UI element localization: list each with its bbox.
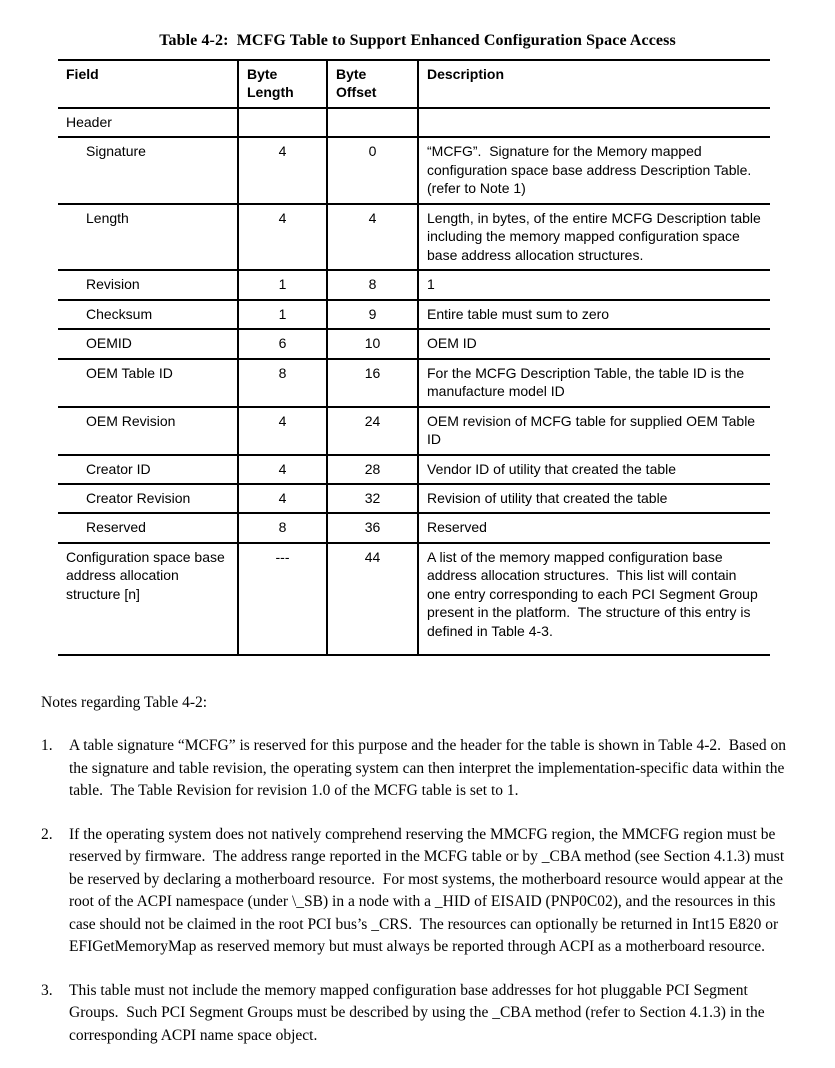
field-cell: Signature — [86, 143, 146, 160]
description-cell: 1 — [418, 270, 770, 299]
description-cell: Revision of utility that created the table — [418, 484, 770, 513]
note-number: 2. — [41, 825, 53, 843]
field-cell: Length — [86, 209, 129, 226]
notes-section — [41, 692, 791, 1048]
column-header-byte-offset: Byte Offset — [327, 60, 418, 108]
table-row — [58, 270, 770, 299]
byte-length-cell: 4 — [238, 204, 327, 270]
byte-length-cell — [238, 108, 327, 137]
mcfg-table — [58, 59, 770, 656]
byte-length-cell: 4 — [238, 484, 327, 513]
table-row — [58, 455, 770, 484]
table-row — [58, 513, 770, 542]
note-text: This table must not include the memory mapped configuration base addresses for hot pluggable PCI Segment Groups. Such PCI Segment Groups must be described by using the _CBA method (refer to Section 4.1.3) in the corresponding ACPI name space object. — [69, 981, 769, 1044]
note-number: 3. — [41, 981, 53, 999]
table-caption: Table 4-2: MCFG Table to Support Enhanced Configuration Space Access — [159, 32, 676, 49]
description-cell: OEM revision of MCFG table for supplied OEM Table ID — [418, 407, 770, 455]
description-cell — [418, 108, 770, 137]
notes-heading: Notes regarding Table 4-2: — [41, 693, 208, 711]
byte-length-cell: 4 — [238, 455, 327, 484]
description-cell: “MCFG”. Signature for the Memory mapped configuration space base address Description Table. (refer to Note 1) — [418, 137, 770, 203]
byte-offset-cell: 28 — [327, 455, 418, 484]
byte-offset-cell: 9 — [327, 300, 418, 329]
note-item — [41, 735, 791, 803]
note-number: 1. — [41, 737, 53, 755]
column-header-field: Field — [66, 66, 99, 82]
byte-offset-cell: 44 — [327, 543, 418, 655]
field-cell: Checksum — [86, 305, 153, 322]
byte-offset-cell: 0 — [327, 137, 418, 203]
byte-offset-cell: 36 — [327, 513, 418, 542]
field-cell: Revision — [86, 276, 140, 293]
table-row — [58, 407, 770, 455]
field-cell: OEM Revision — [86, 412, 176, 429]
byte-offset-cell: 4 — [327, 204, 418, 270]
byte-offset-cell: 32 — [327, 484, 418, 513]
description-cell: OEM ID — [418, 329, 770, 358]
byte-length-cell: 4 — [238, 407, 327, 455]
note-item — [41, 980, 791, 1048]
byte-length-cell: --- — [238, 543, 327, 655]
field-cell: Reserved — [86, 519, 146, 536]
table-row — [58, 108, 770, 137]
byte-offset-cell: 24 — [327, 407, 418, 455]
field-cell: OEMID — [86, 335, 132, 352]
description-cell: Length, in bytes, of the entire MCFG Description table including the memory mapped configuration space base address allocation structures. — [418, 204, 770, 270]
description-cell: For the MCFG Description Table, the table ID is the manufacture model ID — [418, 359, 770, 407]
description-cell: Vendor ID of utility that created the table — [418, 455, 770, 484]
field-cell: Creator ID — [86, 460, 151, 477]
description-cell: Entire table must sum to zero — [418, 300, 770, 329]
field-cell: OEM Table ID — [86, 364, 173, 381]
byte-length-cell: 8 — [238, 513, 327, 542]
byte-length-cell: 1 — [238, 300, 327, 329]
table-row — [58, 329, 770, 358]
byte-offset-cell: 16 — [327, 359, 418, 407]
field-cell: Header — [66, 113, 112, 130]
byte-offset-cell: 10 — [327, 329, 418, 358]
note-text: If the operating system does not natively comprehend reserving the MMCFG region, the MMCFG region must be reserved by firmware. The address range reported in the MCFG table or by _CBA method (see Section 4.1.3) must be reserved by declaring a motherboard resource. For most systems, the motherboard resource would appear at the root of the ACPI namespace (under \_SB) in a node with a _HID of EISAID (PNP0C02), and the resources in this case should not be claimed in the root PCI bus’s _CRS. The resources can optionally be returned in Int15 E820 or EFIGetMemoryMap as reserved memory but must always be reported through ACPI as a motherboard resource. — [69, 825, 789, 956]
table-header-row — [58, 60, 770, 108]
table-row — [58, 204, 770, 270]
field-cell: Configuration space base address allocation structure [n] — [66, 548, 229, 602]
field-cell: Creator Revision — [86, 489, 191, 506]
byte-length-cell: 8 — [238, 359, 327, 407]
table-row — [58, 543, 770, 655]
description-cell: Reserved — [418, 513, 770, 542]
table-row — [58, 359, 770, 407]
byte-length-cell: 6 — [238, 329, 327, 358]
byte-offset-cell — [327, 108, 418, 137]
column-header-description: Description — [418, 60, 770, 108]
note-item — [41, 824, 791, 959]
table-row — [58, 300, 770, 329]
table-row — [58, 137, 770, 203]
byte-length-cell: 1 — [238, 270, 327, 299]
description-cell: A list of the memory mapped configuration base address allocation structures. This list will contain one entry corresponding to each PCI Segment Group present in the platform. The structure of this entry is defined in Table 4-3. — [418, 543, 770, 655]
table-row — [58, 484, 770, 513]
byte-offset-cell: 8 — [327, 270, 418, 299]
column-header-byte-length: Byte Length — [238, 60, 327, 108]
byte-length-cell: 4 — [238, 137, 327, 203]
note-text: A table signature “MCFG” is reserved for this purpose and the header for the table is shown in Table 4-2. Based on the signature and table revision, the operating system can then interpret the implementation-specific data within the table. The Table Revision for revision 1.0 of the MCFG table is set to 1. — [69, 737, 790, 800]
